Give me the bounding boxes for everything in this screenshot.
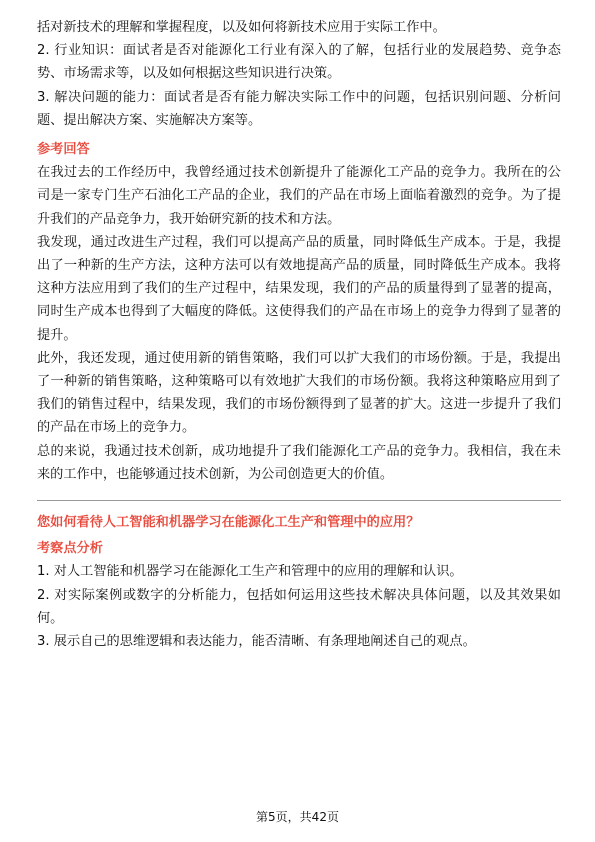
analysis-point: 2. 对实际案例或数字的分析能力，包括如何运用这些技术解决具体问题，以及其效果如何。 xyxy=(37,587,561,626)
answer-paragraph: 我发现，通过改进生产过程，我们可以提高产品的质量，同时降低生产成本。于是，我提出了一种新的生产方法，这种方法可以有效地提高产品的质量，同时降低生产成本。我将这种方法应用到了我们的生产过程中，结果发现，我们的产品的质量得到了显著的提高，同时生产成本也得到了大幅度的降低。这使得我们的产品在市场上的竞争力得到了显著的提升。 xyxy=(37,234,561,343)
analysis-point: 1. 对人工智能和机器学习在能源化工生产和管理中的应用的理解和认识。 xyxy=(37,564,463,580)
analysis-point: 3. 展示自己的思维逻辑和表达能力，能否清晰、有条理地阐述自己的观点。 xyxy=(37,634,476,650)
answer-paragraph: 在我过去的工作经历中，我曾经通过技术创新提升了能源化工产品的竞争力。我所在的公司是一家专门生产石油化工产品的企业，我们的产品在市场上面临着激烈的竞争。为了提升我们的产品竞争力，我开始研究新的技术和方法。 xyxy=(37,165,561,227)
text-line: 括对新技术的理解和掌握程度，以及如何将新技术应用于实际工作中。 xyxy=(37,20,446,35)
next-question-section xyxy=(37,511,561,653)
analysis-heading: 考察点分析 xyxy=(37,541,103,557)
document-page xyxy=(37,16,561,653)
page-number-footer: 第5页，共42页 xyxy=(256,810,339,824)
answer-paragraph: 此外，我还发现，通过使用新的销售策略，我们可以扩大我们的市场份额。于是，我提出了一种新的销售策略，这种策略可以有效地扩大我们的市场份额。我将这种策略应用到了我们的销售过程中，结果发现，我们的市场份额得到了显著的扩大。这进一步提升了我们的产品在市场上的竞争力。 xyxy=(37,350,561,436)
reference-answer-section xyxy=(37,138,561,486)
section-divider xyxy=(37,500,561,501)
evaluation-points-continued xyxy=(37,16,561,132)
reference-answer-heading: 参考回答 xyxy=(37,142,90,158)
text-line: 2. 行业知识：面试者是否对能源化工行业有深入的了解，包括行业的发展趋势、竞争态势、市场需求等，以及如何根据这些知识进行决策。 xyxy=(37,43,561,82)
question-title: 您如何看待人工智能和机器学习在能源化工生产和管理中的应用？ xyxy=(37,515,420,531)
answer-paragraph: 总的来说，我通过技术创新，成功地提升了我们能源化工产品的竞争力。我相信，我在未来的工作中，也能够通过技术创新，为公司创造更大的价值。 xyxy=(37,443,561,482)
text-line: 3. 解决问题的能力：面试者是否有能力解决实际工作中的问题，包括识别问题、分析问题、提出解决方案、实施解决方案等。 xyxy=(37,89,561,128)
